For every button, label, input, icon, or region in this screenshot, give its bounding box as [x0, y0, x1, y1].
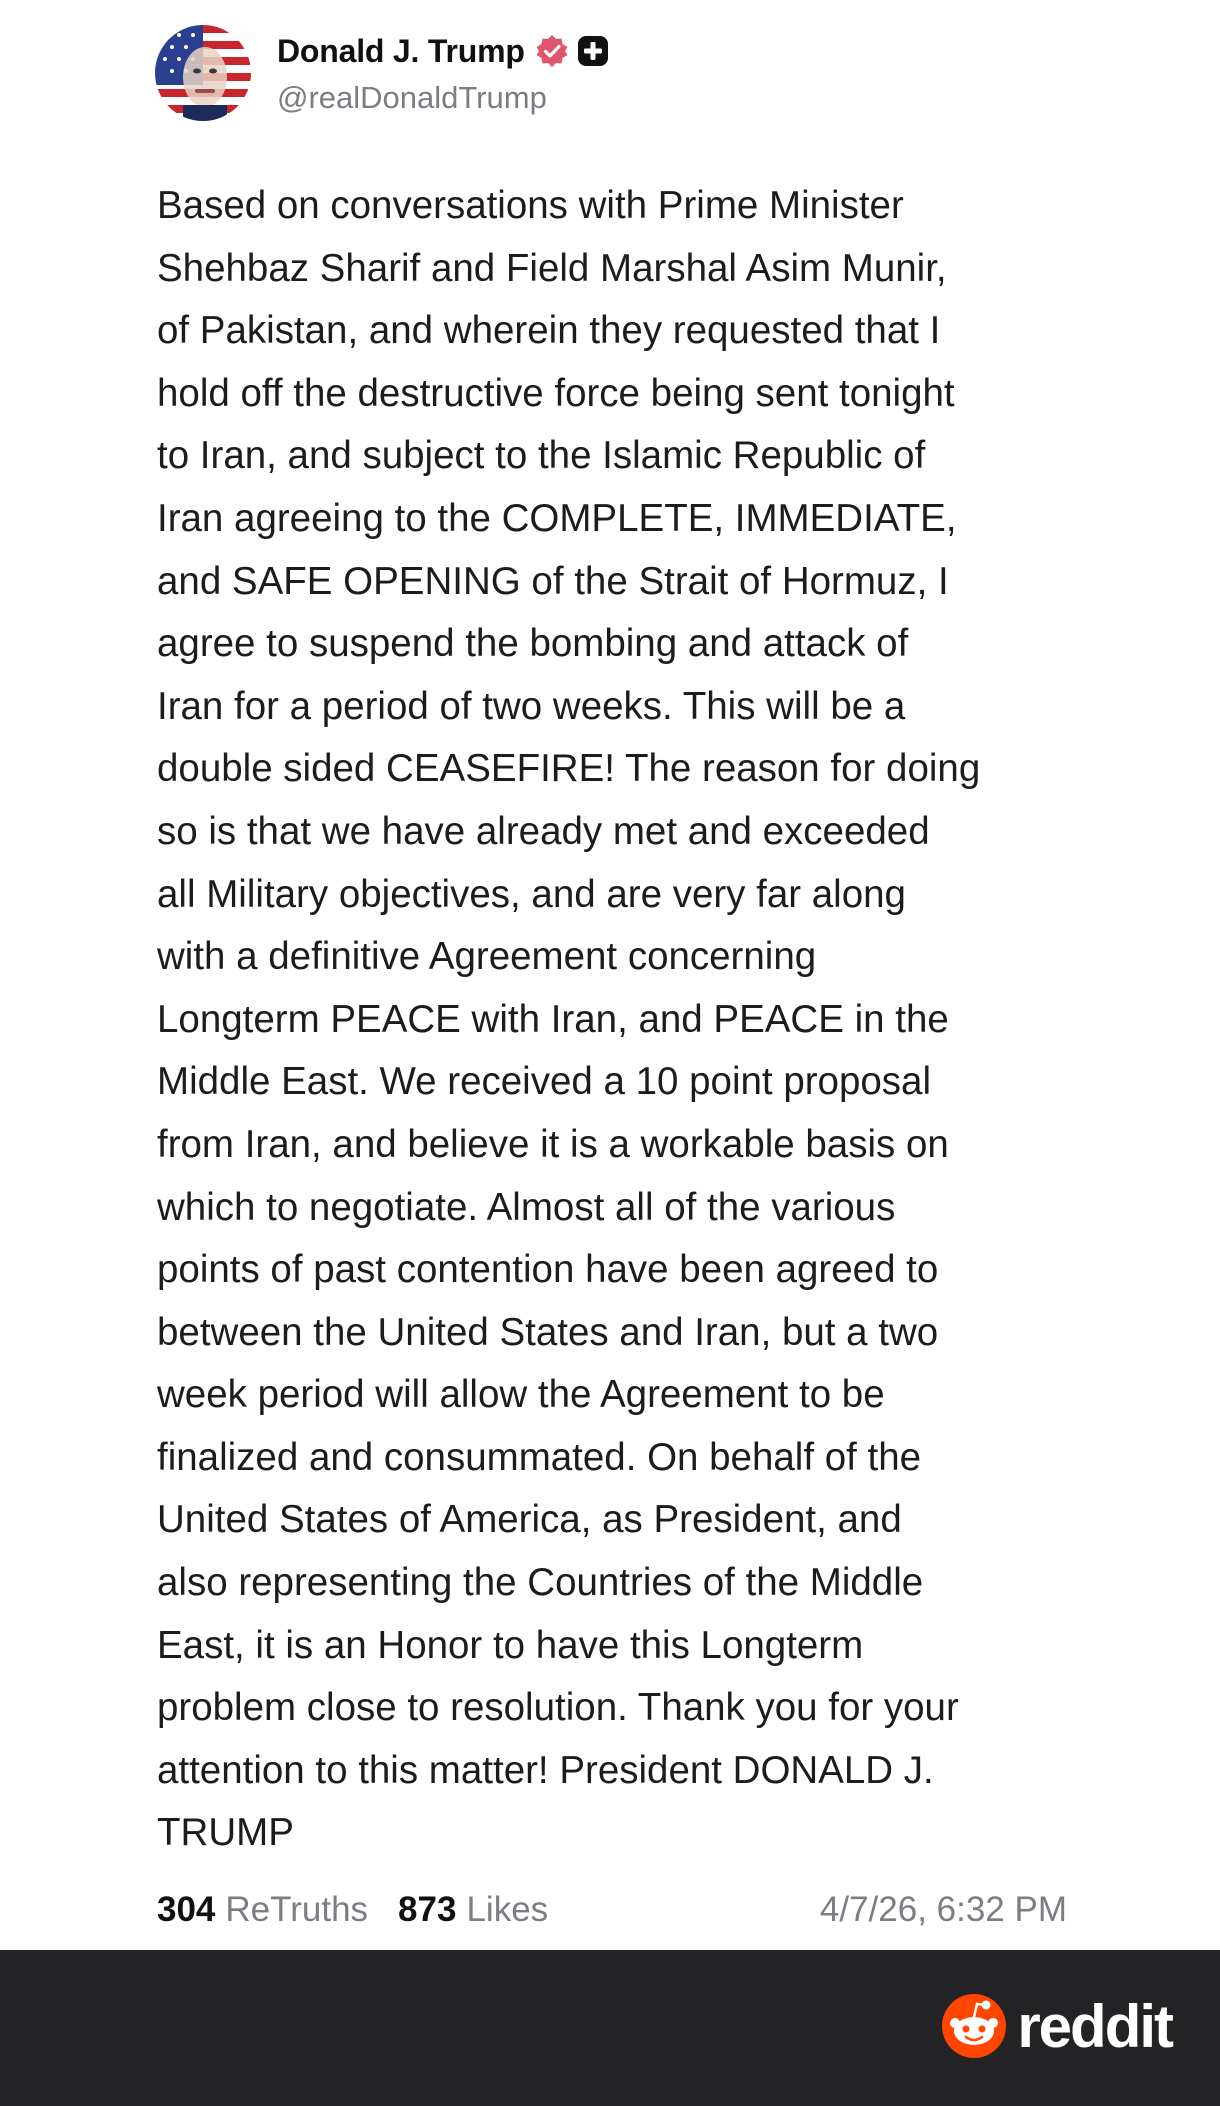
reddit-snoo-icon [941, 1993, 1007, 2059]
post-stats-row [157, 1885, 1067, 1935]
post-timestamp[interactable]: 4/7/26, 6:32 PM [819, 1890, 1067, 1929]
reddit-logo [941, 1988, 1172, 2064]
author-avatar[interactable] [155, 25, 251, 121]
likes-label[interactable]: Likes [466, 1890, 549, 1929]
plus-badge-icon [577, 35, 609, 67]
post-body-text: Based on conversations with Prime Minister Shehbaz Sharif and Field Marshal Asim Munir, of Pakistan, and wherein they requested that I hold off the destructive force being sent tonight to Iran, and subject to the Islamic Republic of Iran agreeing to the COMPLETE, IMMEDIATE, and SAFE OPENING of the Strait of Hormuz, I agree to suspend the bombing and attack of Iran for a period of two weeks. This will be a double sided CEASEFIRE! The reason for doing so is that we have already met and exceeded all Military objectives, and are very far along with a definitive Agreement concerning Longterm PEACE with Iran, and PEACE in the Middle East. We received a 10 point proposal from Iran, and believe it is a workable basis on which to negotiate. Almost all of the various points of past contention have been agreed to between the United States and Iran, but a two week period will allow the Agreement to be finalized and consummated. On behalf of the United States of America, as President, and also representing the Countries of the Middle East, it is an Honor to have this Longterm problem close to resolution. Thank you for your attention to this matter! President DONALD J. TRUMP [157, 184, 981, 1855]
reddit-wordmark: reddit [1017, 1992, 1172, 2060]
retruths-label[interactable]: ReTruths [225, 1890, 369, 1929]
reddit-watermark-bar [0, 1950, 1220, 2106]
author-handle[interactable]: @realDonaldTrump [277, 80, 547, 115]
verified-badge-icon [535, 34, 569, 68]
likes-count[interactable]: 873 [398, 1890, 457, 1929]
flag-portrait-avatar-icon [155, 25, 251, 121]
retruths-count[interactable]: 304 [157, 1890, 216, 1929]
author-display-name[interactable]: Donald J. Trump [277, 32, 525, 69]
author-name-row [277, 31, 609, 71]
